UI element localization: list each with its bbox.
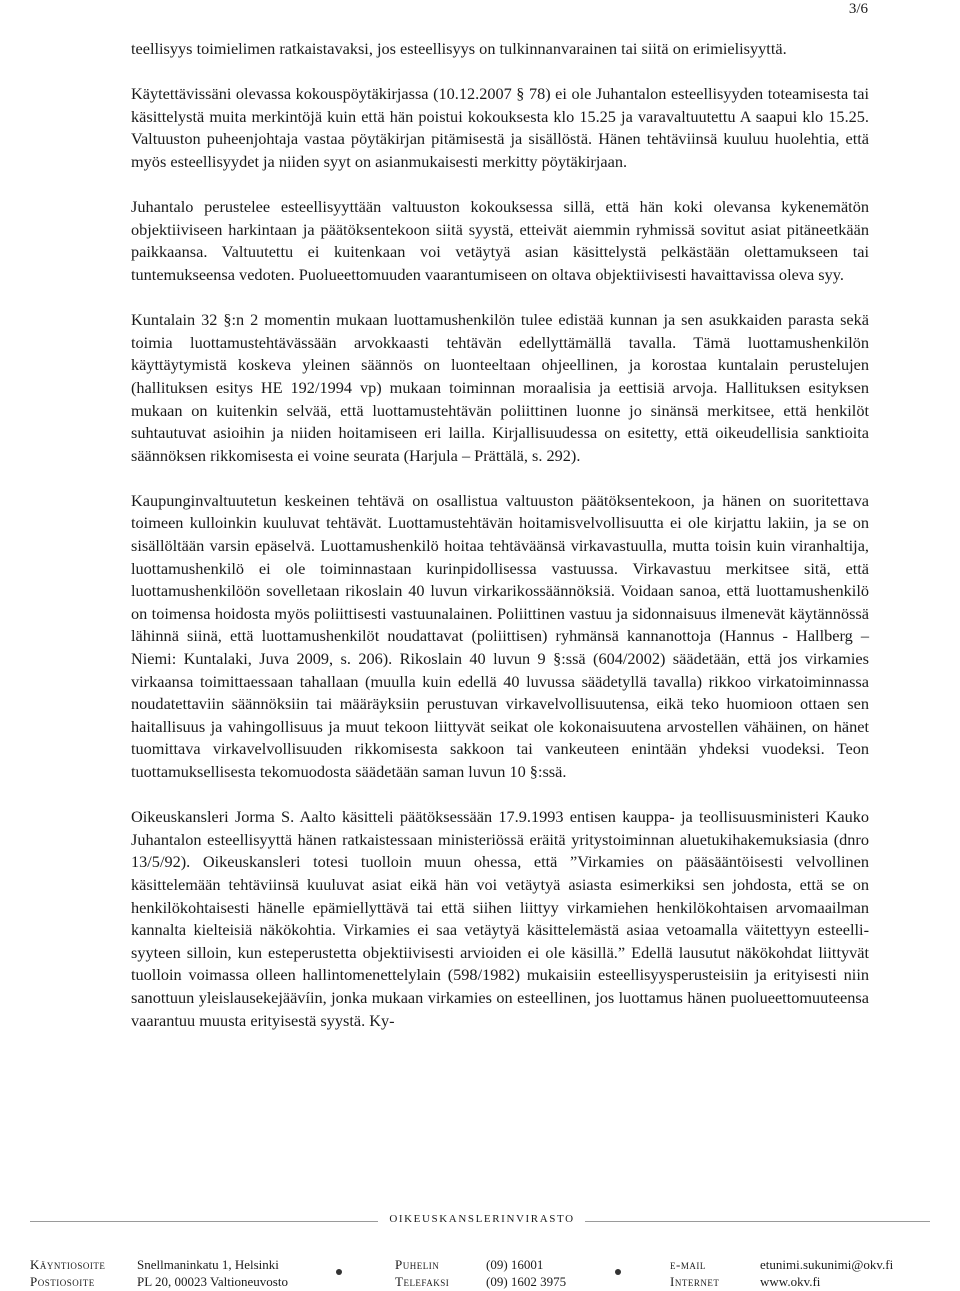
footer-divider-left: [30, 1221, 378, 1222]
footer-divider-right: [585, 1221, 930, 1222]
paragraph-2: Käytettävissäni olevassa kokouspöytäkirjassa (10.12.2007 § 78) ei ole Juhantalon esteellisyyden toteamisesta tai käsittelystä muita merkintöjä kuin että hän poistui kokouksesta klo 15.25 ja varavaltuutettu A saapui klo 15.25. Valtuuston puheenjohtaja vastaa pöytäkirjan pitämisestä ja sisällöstä. Hänen tehtäviinsä kuuluu huolehtia, että myös esteellisyydet ja niiden syyt on asianmukaisesti merkitty pöytäkirjaan.: [131, 84, 869, 171]
internet-label: Internet: [670, 1274, 720, 1289]
page-number: 3/6: [848, 1, 868, 17]
paragraph-5: Kaupunginvaltuutetun keskeinen tehtävä on osallistua valtuuston päätöksentekoon, ja hänen on suoritettava toimeen kulloinkin kuuluvat tehtävät. Luottamustehtävän hoitamisvelvollisuutta ei ole kirjattu lakiin, ja se on sisällöltään varsin epäselvä. Luottamushenkilö hoitaa tehtäväänsä virkavastuulla, mutta toisin kuin viranhaltija, luottamushenkilö ei ole toiminnastaan kurinpidollisessa vastuussa. Virkavastuu merkitsee sitä, että luottamushenkilöön sovelletaan rikoslain 40 luvun virkarikossäännöksiä. Voidaan sanoa, että luottamushenkilö on toimensa hoidosta myös poliittisesti vastuunalainen. Poliittinen vastuu ja sidonnaisuus ilmenevät käytännössä lähinnä siinä, että luottamushenkilöt noudattavat (poliittisen) ryhmänsä kannanottoja (Hannus - Hallberg – Niemi: Kuntalaki, Juva 2009, s. 206). Rikoslain 40 luvun 9 §:ssä (604/2002) säädetään, että jos virkamies virkaansa toimittaessaan tahallaan (muulla kuin edellä 40 luvussa säädetyllä tavalla) rikkoo virkatoiminnassa noudatettaviin säännöksiin tai määräyksiin perustuvan virkavelvollisuutensa, eikä teko huomioon ottaen sen haitallisuus ja vahingollisuus ja muut tekoon liittyvät seikat ole kokonaisuutena arvostellen vähäinen, on hänet tuomittava virkavelvollisuuden rikkomisesta sakkoon tai vankeuteen enintään yhdeksi vuodeksi. Teon tuottamuksellisesta tekomuodosta säädetään saman luvun 10 §:ssä.: [131, 490, 869, 781]
paragraph-6: Oikeuskansleri Jorma S. Aalto käsitteli päätöksessään 17.9.1993 entisen kauppa- ja teollisuusministeri Kauko Juhantalon esteellisyyttä hänen ratkaistessaan ministeriössä eräitä yritystoiminnan aluetukihakemuksiasia (dnro 13/5/92). Oikeuskansleri totesi tuolloin muun ohessa, että ”Virkamies on pääsääntöisesti velvollinen käsittelemään tehtäviinsä kuuluvat asiat eikä hän voi vetäytyä asiasta esimerkiksi sen johdosta, että se on henkilökohtaisesti hänelle epämiellyttävä tai että siihen liittyy virkamiehen henkilökohtaisen arvomaailman kannalta kielteisiä näkökohtia. Virkamies ei saa vetäytyä käsittelemästä asiaa vetoamalla väitettyyn esteellisyyteen silloin, kun esteperustetta objektiivisesti arvioiden ei ole käsillä.” Edellä lausutut näkökohdat liittyvät tuolloin voimassa olleen hallintomenettelylain (598/1982) mukaisiin esteellisyysperusteisiin ja erityisesti niin sanottuun yleislausekejäävíin, jonka mukaan virkamies on esteellinen, jos luottamus hänen puolueettomuuteensa vaarantuu muusta erityisestä syystä. Ky-: [131, 807, 869, 1030]
phone-label: Puhelin: [395, 1257, 440, 1272]
postal-address-label: Postiosoite: [30, 1274, 95, 1289]
fax-label: Telefaksi: [395, 1274, 450, 1289]
paragraph-3: Juhantalo perustelee esteellisyyttään valtuuston kokouksessa sillä, että hän koki olevansa kykenemätön objektiiviseen harkintaan ja päätöksentekoon siitä syystä, etteivät aiemmin ryhmissä sovitut asiat pitäneetkään paikkaansa. Valtuutettu ei kuitenkaan voi vetäytyä asian käsittelystä pelkästään olettamukseen tai tuntemukseensa vedoten. Puolueettomuuden vaarantumiseen on oltava objektiivisesti havaittavissa oleva syy.: [131, 197, 869, 284]
paragraph-1: teellisyys toimielimen ratkaistavaksi, jos esteellisyys on tulkinnanvarainen tai siitä on erimielisyyttä.: [131, 39, 787, 58]
phone-value: (09) 16001: [486, 1257, 544, 1272]
document-body: [131, 38, 869, 1055]
footer-org-name: OIKEUSKANSLERINVIRASTO: [389, 1213, 575, 1225]
postal-address-value: PL 20, 00023 Valtioneuvosto: [137, 1274, 288, 1289]
footer-bullet-icon: [615, 1269, 621, 1275]
email-label: e-mail: [670, 1257, 706, 1272]
paragraph-4: Kuntalain 32 §:n 2 momentin mukaan luottamushenkilön tulee edistää kunnan ja sen asukkaiden parasta sekä toimia luottamustehtävässään arvokkaasti tehtävän edellyttämällä tavalla. Tämä luottamushenkilön käyttäytymistä koskeva yleinen säännös on luonteeltaan ohjeellinen, ja korostaa kuntalain perustelujen (hallituksen esitys HE 192/1994 vp) mukaan toiminnan moraalisia ja eettisiä arvoja. Hallituksen esityksen mukaan on kuitenkin selvää, että luottamustehtävän poliittinen luonne jo sinänsä merkitsee, että henkilöt suhtautuvat asioihin ja niiden hoitamiseen eri lailla. Kirjallisuudessa on esitetty, että oikeudellisia sanktioita säännöksen rikkomisesta ei voine seurata (Harjula – Prättälä, s. 292).: [131, 310, 869, 465]
email-value[interactable]: etunimi.sukunimi@okv.fi: [760, 1257, 894, 1272]
fax-value: (09) 1602 3975: [486, 1274, 567, 1289]
visit-address-label: Käyntiosoite: [30, 1257, 106, 1272]
footer-bullet-icon: [336, 1269, 342, 1275]
visit-address-value: Snellmaninkatu 1, Helsinki: [137, 1257, 279, 1272]
internet-value[interactable]: www.okv.fi: [760, 1274, 821, 1289]
